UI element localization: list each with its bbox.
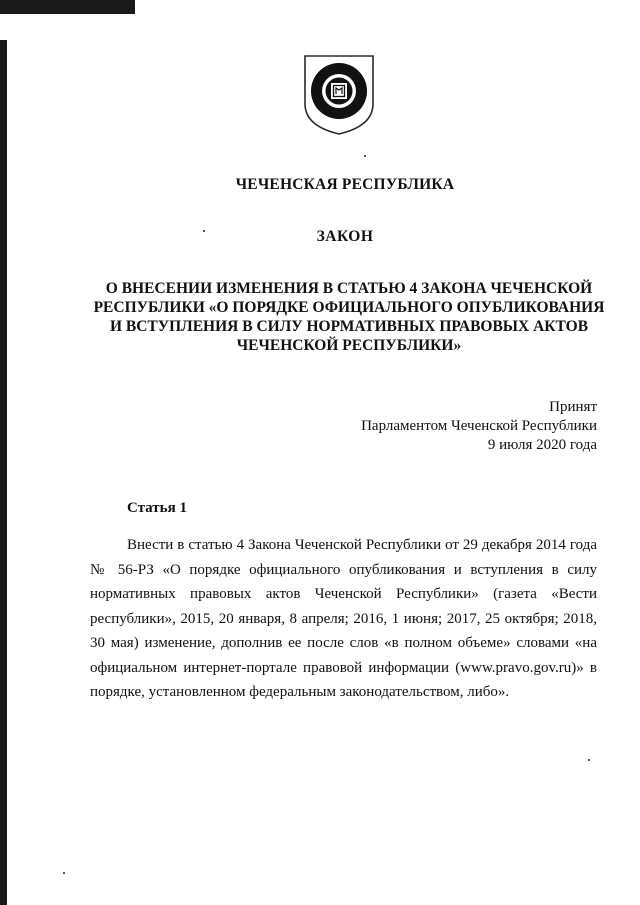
scan-left-edge — [0, 40, 7, 905]
adopted-label: Принят — [549, 399, 597, 415]
chechen-coat-of-arms-icon — [301, 52, 377, 136]
article-heading: Статья 1 — [127, 500, 187, 516]
adoption-block — [361, 398, 597, 455]
scan-speck — [588, 759, 590, 761]
adopted-by: Парламентом Чеченской Республики — [361, 418, 597, 434]
scan-speck — [364, 155, 366, 157]
adopted-date: 9 июля 2020 года — [487, 437, 597, 453]
law-heading: ЗАКОН — [316, 228, 374, 245]
scan-speck — [63, 872, 65, 874]
law-title: О ВНЕСЕНИИ ИЗМЕНЕНИЯ В СТАТЬЮ 4 ЗАКОНА ЧЕЧЕНСКОЙ РЕСПУБЛИКИ «О ПОРЯДКЕ ОФИЦИАЛЬНОГО ОПУБЛИКОВАНИЯ И ВСТУПЛЕНИЯ В СИЛУ НОРМАТИВНЫХ ПРАВОВЫХ АКТОВ ЧЕЧЕНСКОЙ РЕСПУБЛИКИ» — [93, 280, 605, 354]
republic-heading: ЧЕЧЕНСКАЯ РЕСПУБЛИКА — [235, 176, 455, 193]
scan-top-edge — [0, 0, 135, 14]
article-body: Внести в статью 4 Закона Чеченской Республики от 29 декабря 2014 года № 56-РЗ «О порядке официального опубликования и вступления в силу нормативных правовых актов Чеченской Республики» (газета «Вести республики», 2015, 20 января, 8 апреля; 2016, 1 июня; 2017, 25 октября; 2018, 30 мая) изменение, дополнив ее после слов «в полном объеме» словами «на официальном интернет-портале правовой информации (www.pravo.gov.ru)» в порядке, установленном федеральным законодательством, либо». — [90, 537, 597, 700]
